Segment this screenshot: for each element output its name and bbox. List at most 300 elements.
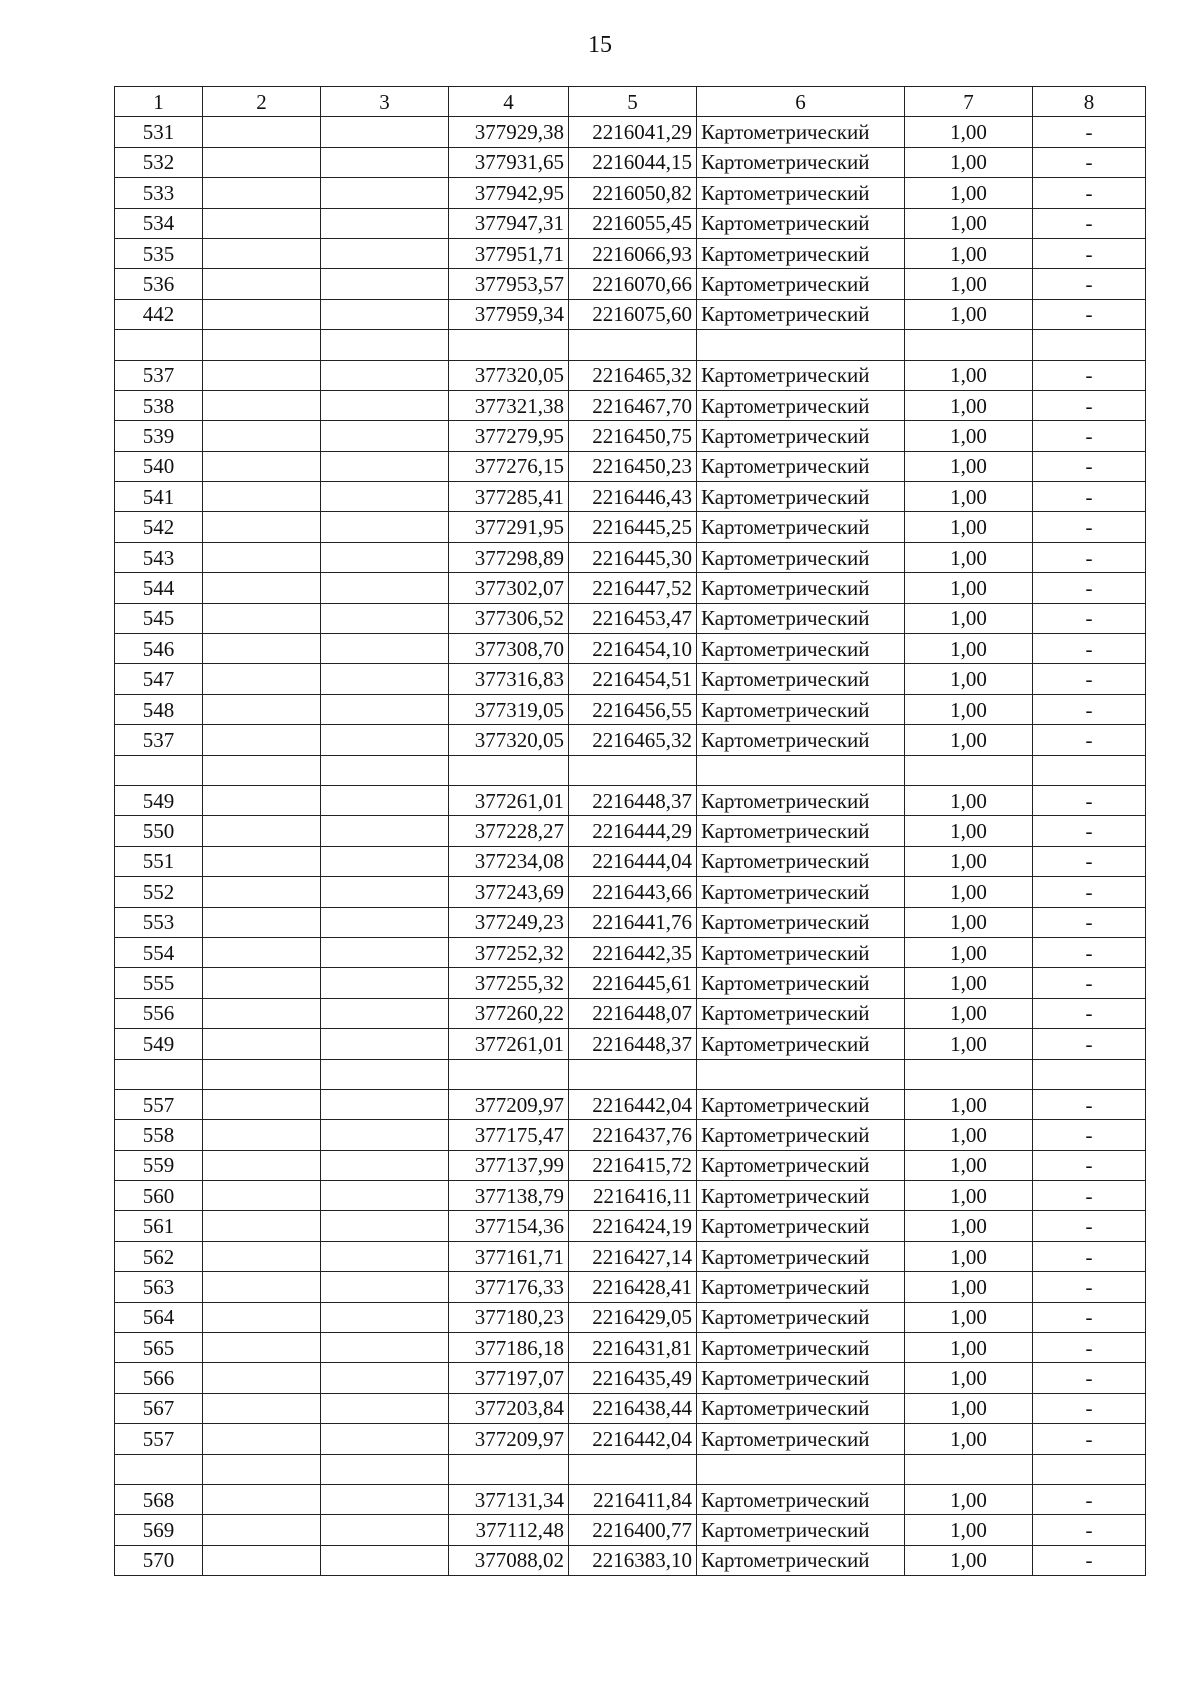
col-8-cell: - — [1033, 1150, 1146, 1180]
point-number-cell: 555 — [115, 968, 203, 998]
coord-y-cell: 2216424,19 — [569, 1211, 697, 1241]
col-3-cell — [321, 208, 449, 238]
coord-x-cell: 377138,79 — [449, 1181, 569, 1211]
col-8-cell: - — [1033, 512, 1146, 542]
col-3-cell — [321, 1211, 449, 1241]
table-row — [115, 907, 1146, 937]
point-number-cell: 549 — [115, 785, 203, 815]
method-cell: Картометрический — [697, 877, 905, 907]
point-number-cell: 545 — [115, 603, 203, 633]
coord-y-cell: 2216448,37 — [569, 785, 697, 815]
table-row — [115, 1363, 1146, 1393]
method-cell: Картометрический — [697, 482, 905, 512]
col-2-cell — [203, 664, 321, 694]
coord-x-cell: 377316,83 — [449, 664, 569, 694]
col-2-cell — [203, 725, 321, 755]
coord-x-cell: 377959,34 — [449, 299, 569, 329]
point-number-cell: 549 — [115, 1029, 203, 1059]
coord-x-cell — [449, 755, 569, 785]
method-cell: Картометрический — [697, 603, 905, 633]
table-row — [115, 421, 1146, 451]
coord-x-cell — [449, 1454, 569, 1484]
table-row — [115, 512, 1146, 542]
method-cell: Картометрический — [697, 299, 905, 329]
table-row — [115, 1241, 1146, 1271]
col-8-cell: - — [1033, 1089, 1146, 1119]
method-cell: Картометрический — [697, 968, 905, 998]
method-cell: Картометрический — [697, 664, 905, 694]
col-3-cell — [321, 390, 449, 420]
col-2-cell — [203, 998, 321, 1028]
coord-y-cell: 2216443,66 — [569, 877, 697, 907]
coord-x-cell: 377252,32 — [449, 937, 569, 967]
coord-x-cell: 377320,05 — [449, 360, 569, 390]
col-8-cell: - — [1033, 1241, 1146, 1271]
col-8-cell: - — [1033, 846, 1146, 876]
col-3-cell — [321, 360, 449, 390]
coord-x-cell: 377175,47 — [449, 1120, 569, 1150]
coord-y-cell — [569, 1454, 697, 1484]
col-3-cell — [321, 1150, 449, 1180]
point-number-cell: 548 — [115, 694, 203, 724]
coord-y-cell — [569, 755, 697, 785]
column-header-2: 2 — [203, 87, 321, 117]
method-cell: Картометрический — [697, 634, 905, 664]
col-2-cell — [203, 573, 321, 603]
method-cell: Картометрический — [697, 785, 905, 815]
method-cell: Картометрический — [697, 1302, 905, 1332]
accuracy-cell — [905, 1454, 1033, 1484]
col-3-cell — [321, 482, 449, 512]
col-2-cell — [203, 816, 321, 846]
accuracy-cell: 1,00 — [905, 482, 1033, 512]
col-2-cell — [203, 512, 321, 542]
coord-x-cell: 377942,95 — [449, 178, 569, 208]
table-row — [115, 877, 1146, 907]
coord-y-cell: 2216429,05 — [569, 1302, 697, 1332]
col-2-cell — [203, 907, 321, 937]
separator-row — [115, 330, 1146, 360]
coord-x-cell: 377276,15 — [449, 451, 569, 481]
table-row — [115, 178, 1146, 208]
point-number-cell: 536 — [115, 269, 203, 299]
coord-y-cell: 2216435,49 — [569, 1363, 697, 1393]
col-2-cell — [203, 1150, 321, 1180]
method-cell: Картометрический — [697, 725, 905, 755]
header-row — [115, 87, 1146, 117]
coord-x-cell: 377255,32 — [449, 968, 569, 998]
method-cell: Картометрический — [697, 998, 905, 1028]
col-3-cell — [321, 1424, 449, 1454]
col-2-cell — [203, 1545, 321, 1575]
point-number-cell: 557 — [115, 1089, 203, 1119]
table-row — [115, 117, 1146, 147]
method-cell: Картометрический — [697, 1211, 905, 1241]
col-3-cell — [321, 1089, 449, 1119]
accuracy-cell: 1,00 — [905, 937, 1033, 967]
accuracy-cell — [905, 330, 1033, 360]
col-2-cell — [203, 694, 321, 724]
coord-x-cell: 377321,38 — [449, 390, 569, 420]
col-8-cell: - — [1033, 208, 1146, 238]
col-8-cell: - — [1033, 664, 1146, 694]
col-8-cell: - — [1033, 1363, 1146, 1393]
col-3-cell — [321, 907, 449, 937]
point-number-cell: 537 — [115, 725, 203, 755]
coord-y-cell: 2216044,15 — [569, 147, 697, 177]
method-cell: Картометрический — [697, 937, 905, 967]
coord-y-cell: 2216450,23 — [569, 451, 697, 481]
table-row — [115, 785, 1146, 815]
method-cell: Картометрический — [697, 1241, 905, 1271]
col-2-cell — [203, 1363, 321, 1393]
col-8-cell — [1033, 330, 1146, 360]
column-header-1: 1 — [115, 87, 203, 117]
col-2-cell — [203, 147, 321, 177]
column-header-6: 6 — [697, 87, 905, 117]
col-2-cell — [203, 482, 321, 512]
col-2-cell — [203, 360, 321, 390]
coord-y-cell: 2216442,35 — [569, 937, 697, 967]
col-3-cell — [321, 542, 449, 572]
coord-y-cell: 2216400,77 — [569, 1515, 697, 1545]
method-cell: Картометрический — [697, 542, 905, 572]
coord-x-cell: 377320,05 — [449, 725, 569, 755]
accuracy-cell: 1,00 — [905, 603, 1033, 633]
point-number-cell: 556 — [115, 998, 203, 1028]
accuracy-cell: 1,00 — [905, 542, 1033, 572]
col-2-cell — [203, 1089, 321, 1119]
coord-y-cell: 2216444,29 — [569, 816, 697, 846]
col-3-cell — [321, 1059, 449, 1089]
col-2-cell — [203, 1393, 321, 1423]
col-8-cell: - — [1033, 1515, 1146, 1545]
coord-x-cell: 377285,41 — [449, 482, 569, 512]
accuracy-cell: 1,00 — [905, 390, 1033, 420]
col-3-cell — [321, 1454, 449, 1484]
col-2-cell — [203, 208, 321, 238]
coord-x-cell: 377137,99 — [449, 1150, 569, 1180]
method-cell — [697, 330, 905, 360]
point-number-cell: 532 — [115, 147, 203, 177]
point-number-cell: 565 — [115, 1333, 203, 1363]
method-cell: Картометрический — [697, 1424, 905, 1454]
table-row — [115, 1333, 1146, 1363]
coord-x-cell: 377308,70 — [449, 634, 569, 664]
col-8-cell: - — [1033, 178, 1146, 208]
column-header-7: 7 — [905, 87, 1033, 117]
point-number-cell: 563 — [115, 1272, 203, 1302]
point-number-cell: 568 — [115, 1484, 203, 1514]
table-row — [115, 573, 1146, 603]
coord-y-cell: 2216445,61 — [569, 968, 697, 998]
col-3-cell — [321, 1515, 449, 1545]
col-3-cell — [321, 512, 449, 542]
accuracy-cell: 1,00 — [905, 1484, 1033, 1514]
coord-y-cell: 2216428,41 — [569, 1272, 697, 1302]
accuracy-cell: 1,00 — [905, 1150, 1033, 1180]
point-number-cell: 543 — [115, 542, 203, 572]
col-8-cell: - — [1033, 117, 1146, 147]
table-row — [115, 998, 1146, 1028]
coord-x-cell: 377279,95 — [449, 421, 569, 451]
col-2-cell — [203, 1241, 321, 1271]
col-2-cell — [203, 390, 321, 420]
coord-x-cell: 377234,08 — [449, 846, 569, 876]
col-2-cell — [203, 542, 321, 572]
col-8-cell: - — [1033, 1424, 1146, 1454]
point-number-cell: 550 — [115, 816, 203, 846]
table-row — [115, 1484, 1146, 1514]
method-cell: Картометрический — [697, 816, 905, 846]
col-3-cell — [321, 664, 449, 694]
col-2-cell — [203, 846, 321, 876]
table-row — [115, 390, 1146, 420]
accuracy-cell: 1,00 — [905, 846, 1033, 876]
col-2-cell — [203, 1333, 321, 1363]
coord-x-cell: 377953,57 — [449, 269, 569, 299]
coord-y-cell: 2216465,32 — [569, 725, 697, 755]
table-row — [115, 937, 1146, 967]
coord-y-cell: 2216427,14 — [569, 1241, 697, 1271]
col-8-cell: - — [1033, 998, 1146, 1028]
col-3-cell — [321, 178, 449, 208]
method-cell: Картометрический — [697, 907, 905, 937]
point-number-cell: 570 — [115, 1545, 203, 1575]
method-cell: Картометрический — [697, 238, 905, 268]
coord-x-cell: 377154,36 — [449, 1211, 569, 1241]
table-row — [115, 482, 1146, 512]
col-3-cell — [321, 816, 449, 846]
coord-x-cell — [449, 1059, 569, 1089]
accuracy-cell: 1,00 — [905, 1545, 1033, 1575]
table-row — [115, 238, 1146, 268]
col-3-cell — [321, 755, 449, 785]
coord-x-cell: 377088,02 — [449, 1545, 569, 1575]
coord-x-cell: 377228,27 — [449, 816, 569, 846]
method-cell: Картометрический — [697, 390, 905, 420]
table-row — [115, 634, 1146, 664]
col-3-cell — [321, 1241, 449, 1271]
accuracy-cell: 1,00 — [905, 1029, 1033, 1059]
coord-x-cell: 377260,22 — [449, 998, 569, 1028]
col-8-cell: - — [1033, 725, 1146, 755]
col-3-cell — [321, 1272, 449, 1302]
method-cell: Картометрический — [697, 1089, 905, 1119]
point-number-cell: 569 — [115, 1515, 203, 1545]
col-2-cell — [203, 1515, 321, 1545]
table-row — [115, 725, 1146, 755]
accuracy-cell: 1,00 — [905, 1089, 1033, 1119]
coord-y-cell: 2216442,04 — [569, 1089, 697, 1119]
coord-x-cell: 377951,71 — [449, 238, 569, 268]
method-cell: Картометрический — [697, 1545, 905, 1575]
table-row — [115, 269, 1146, 299]
method-cell: Картометрический — [697, 512, 905, 542]
method-cell — [697, 1454, 905, 1484]
col-3-cell — [321, 330, 449, 360]
accuracy-cell: 1,00 — [905, 117, 1033, 147]
point-number-cell: 442 — [115, 299, 203, 329]
point-number-cell: 554 — [115, 937, 203, 967]
accuracy-cell: 1,00 — [905, 238, 1033, 268]
coord-x-cell: 377291,95 — [449, 512, 569, 542]
method-cell: Картометрический — [697, 1181, 905, 1211]
coord-y-cell: 2216075,60 — [569, 299, 697, 329]
col-3-cell — [321, 725, 449, 755]
point-number-cell — [115, 330, 203, 360]
col-3-cell — [321, 846, 449, 876]
column-header-4: 4 — [449, 87, 569, 117]
col-3-cell — [321, 421, 449, 451]
point-number-cell: 552 — [115, 877, 203, 907]
col-8-cell: - — [1033, 1029, 1146, 1059]
col-8-cell: - — [1033, 360, 1146, 390]
col-8-cell: - — [1033, 1120, 1146, 1150]
col-2-cell — [203, 1029, 321, 1059]
coord-y-cell: 2216411,84 — [569, 1484, 697, 1514]
col-8-cell: - — [1033, 603, 1146, 633]
col-3-cell — [321, 1029, 449, 1059]
coord-x-cell: 377209,97 — [449, 1089, 569, 1119]
point-number-cell: 561 — [115, 1211, 203, 1241]
col-2-cell — [203, 877, 321, 907]
coord-y-cell: 2216454,10 — [569, 634, 697, 664]
col-3-cell — [321, 1363, 449, 1393]
col-8-cell — [1033, 1454, 1146, 1484]
accuracy-cell: 1,00 — [905, 1241, 1033, 1271]
col-2-cell — [203, 1059, 321, 1089]
point-number-cell: 553 — [115, 907, 203, 937]
point-number-cell: 567 — [115, 1393, 203, 1423]
col-2-cell — [203, 451, 321, 481]
table-row — [115, 664, 1146, 694]
coord-x-cell: 377302,07 — [449, 573, 569, 603]
col-8-cell: - — [1033, 147, 1146, 177]
coord-x-cell: 377131,34 — [449, 1484, 569, 1514]
col-3-cell — [321, 998, 449, 1028]
coord-x-cell: 377180,23 — [449, 1302, 569, 1332]
table-row — [115, 968, 1146, 998]
point-number-cell: 538 — [115, 390, 203, 420]
point-number-cell: 535 — [115, 238, 203, 268]
point-number-cell: 557 — [115, 1424, 203, 1454]
accuracy-cell: 1,00 — [905, 1363, 1033, 1393]
coord-y-cell: 2216454,51 — [569, 664, 697, 694]
coord-y-cell: 2216431,81 — [569, 1333, 697, 1363]
col-8-cell: - — [1033, 390, 1146, 420]
coord-x-cell: 377306,52 — [449, 603, 569, 633]
col-8-cell: - — [1033, 573, 1146, 603]
table-header — [115, 87, 1146, 117]
coord-y-cell: 2216438,44 — [569, 1393, 697, 1423]
coord-y-cell: 2216441,76 — [569, 907, 697, 937]
accuracy-cell: 1,00 — [905, 725, 1033, 755]
col-2-cell — [203, 238, 321, 268]
table-row — [115, 1089, 1146, 1119]
point-number-cell: 551 — [115, 846, 203, 876]
col-8-cell — [1033, 755, 1146, 785]
col-8-cell: - — [1033, 968, 1146, 998]
col-2-cell — [203, 178, 321, 208]
accuracy-cell: 1,00 — [905, 1515, 1033, 1545]
col-2-cell — [203, 755, 321, 785]
col-3-cell — [321, 451, 449, 481]
col-2-cell — [203, 299, 321, 329]
method-cell: Картометрический — [697, 117, 905, 147]
coord-y-cell — [569, 1059, 697, 1089]
col-2-cell — [203, 1181, 321, 1211]
accuracy-cell: 1,00 — [905, 968, 1033, 998]
table-row — [115, 1515, 1146, 1545]
method-cell: Картометрический — [697, 1333, 905, 1363]
separator-row — [115, 1059, 1146, 1089]
coord-y-cell: 2216465,32 — [569, 360, 697, 390]
col-3-cell — [321, 117, 449, 147]
col-8-cell: - — [1033, 1181, 1146, 1211]
method-cell: Картометрический — [697, 846, 905, 876]
accuracy-cell: 1,00 — [905, 877, 1033, 907]
table-row — [115, 603, 1146, 633]
col-8-cell: - — [1033, 269, 1146, 299]
coord-y-cell: 2216467,70 — [569, 390, 697, 420]
point-number-cell: 534 — [115, 208, 203, 238]
point-number-cell — [115, 755, 203, 785]
col-8-cell: - — [1033, 877, 1146, 907]
method-cell: Картометрический — [697, 421, 905, 451]
method-cell: Картометрический — [697, 1120, 905, 1150]
coord-x-cell: 377261,01 — [449, 785, 569, 815]
accuracy-cell: 1,00 — [905, 634, 1033, 664]
coord-y-cell: 2216415,72 — [569, 1150, 697, 1180]
coord-x-cell: 377243,69 — [449, 877, 569, 907]
table-row — [115, 1393, 1146, 1423]
accuracy-cell — [905, 755, 1033, 785]
col-8-cell: - — [1033, 238, 1146, 268]
col-3-cell — [321, 1393, 449, 1423]
col-2-cell — [203, 937, 321, 967]
coord-x-cell: 377176,33 — [449, 1272, 569, 1302]
coord-x-cell: 377203,84 — [449, 1393, 569, 1423]
point-number-cell: 542 — [115, 512, 203, 542]
coord-y-cell — [569, 330, 697, 360]
col-2-cell — [203, 1272, 321, 1302]
accuracy-cell: 1,00 — [905, 1424, 1033, 1454]
col-3-cell — [321, 269, 449, 299]
method-cell: Картометрический — [697, 573, 905, 603]
accuracy-cell: 1,00 — [905, 1211, 1033, 1241]
method-cell: Картометрический — [697, 208, 905, 238]
table-row — [115, 1211, 1146, 1241]
coord-y-cell: 2216050,82 — [569, 178, 697, 208]
col-2-cell — [203, 269, 321, 299]
accuracy-cell: 1,00 — [905, 1302, 1033, 1332]
coord-x-cell: 377319,05 — [449, 694, 569, 724]
method-cell: Картометрический — [697, 1515, 905, 1545]
table-row — [115, 299, 1146, 329]
method-cell: Картометрический — [697, 694, 905, 724]
point-number-cell — [115, 1454, 203, 1484]
accuracy-cell: 1,00 — [905, 147, 1033, 177]
col-2-cell — [203, 1424, 321, 1454]
col-2-cell — [203, 634, 321, 664]
coord-x-cell: 377161,71 — [449, 1241, 569, 1271]
col-2-cell — [203, 785, 321, 815]
table-row — [115, 1302, 1146, 1332]
accuracy-cell: 1,00 — [905, 694, 1033, 724]
coord-x-cell: 377298,89 — [449, 542, 569, 572]
point-number-cell: 539 — [115, 421, 203, 451]
